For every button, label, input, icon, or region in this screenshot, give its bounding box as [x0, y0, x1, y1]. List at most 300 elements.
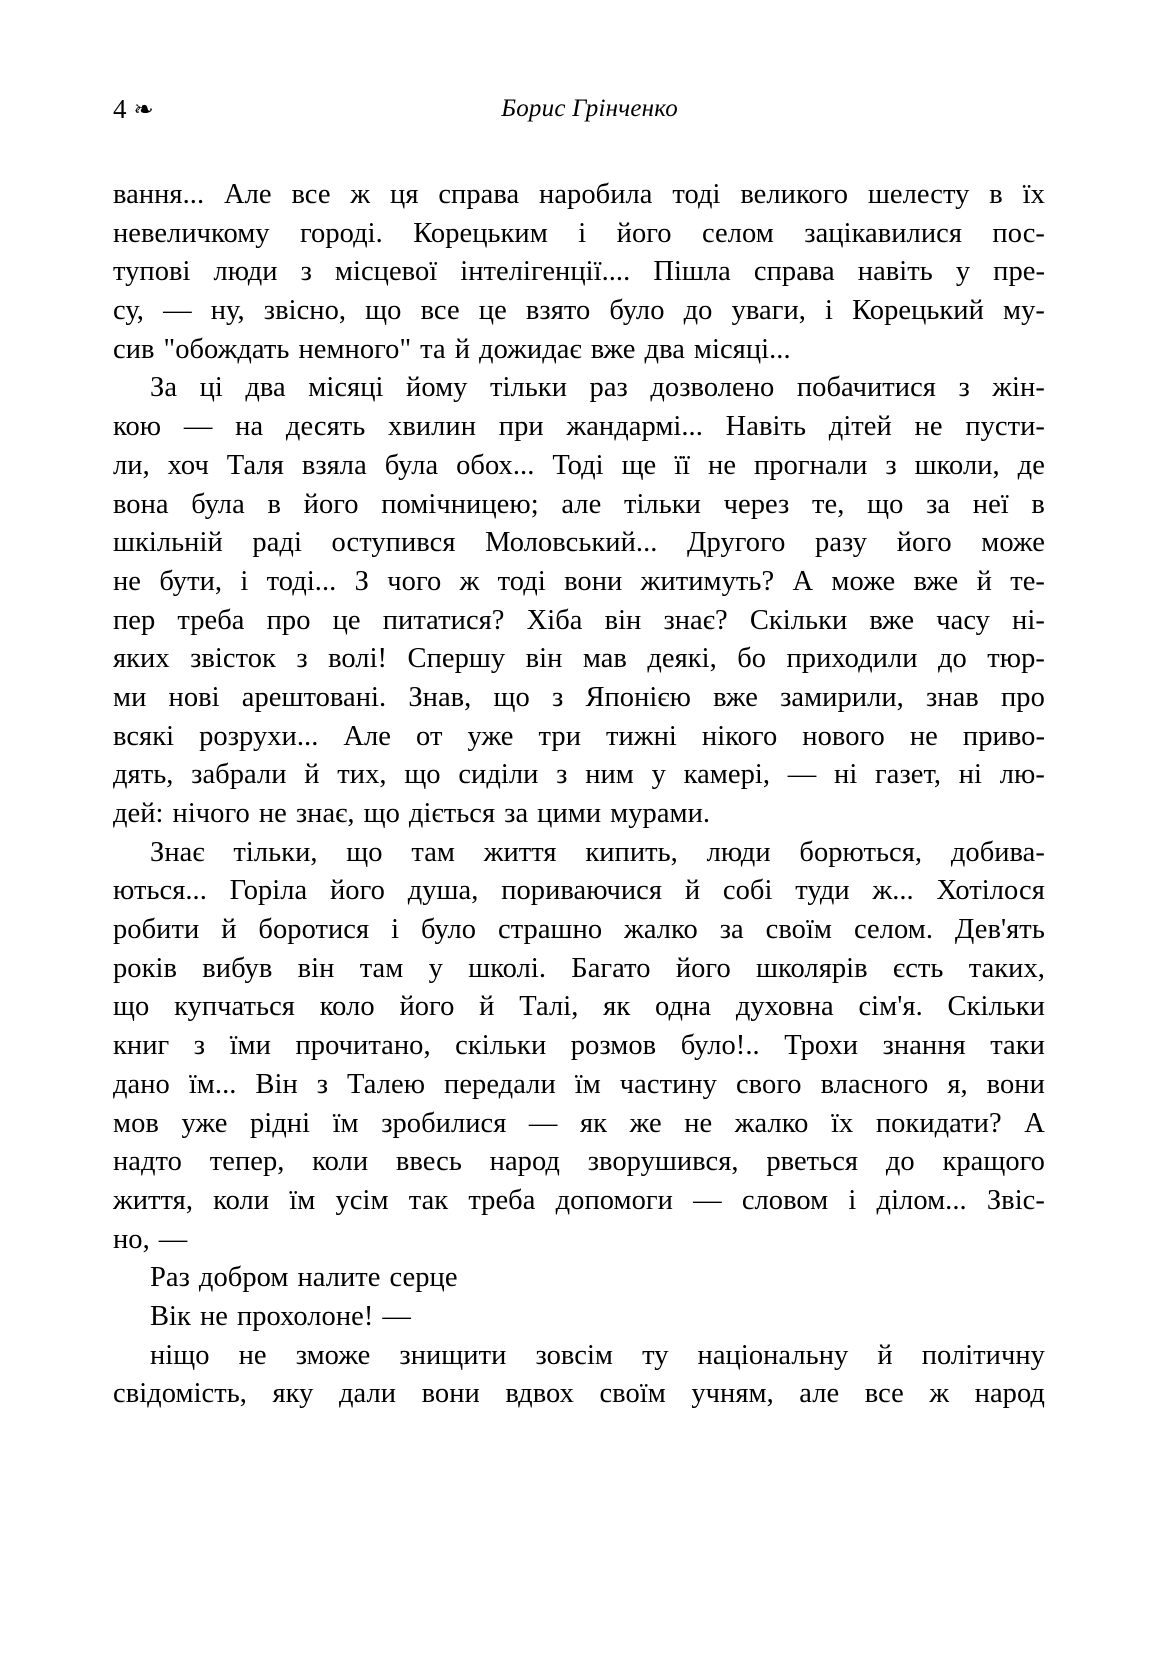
text-word: Трохи — [784, 1030, 859, 1062]
text-word: дозволено — [650, 372, 775, 404]
text-word: за — [719, 914, 744, 946]
text-word: дітей — [828, 411, 892, 443]
text-word: рідні — [249, 1107, 311, 1139]
text-word: прогнали — [753, 449, 868, 481]
text-word: скільки — [455, 1030, 547, 1062]
text-word: що — [365, 295, 402, 327]
text-line — [113, 486, 1045, 525]
body-text-block — [113, 176, 1045, 1414]
text-word: вже — [869, 604, 915, 636]
text-word: Але — [223, 179, 272, 210]
text-word: може — [831, 565, 896, 597]
text-word: місяці — [308, 372, 384, 404]
text-word: серце — [389, 1262, 458, 1294]
text-word: навіть — [857, 256, 933, 288]
text-line — [113, 950, 1045, 989]
text-word: ту — [642, 1339, 669, 1371]
text-line — [113, 176, 1045, 215]
text-word: з — [300, 256, 312, 288]
text-line — [113, 1259, 1045, 1298]
text-word: таки — [990, 1030, 1045, 1062]
text-word: дожидає — [479, 333, 582, 365]
text-word: там — [359, 952, 404, 984]
text-word: коли — [312, 1146, 369, 1178]
text-line — [113, 331, 1045, 370]
text-word: власного — [820, 1068, 929, 1100]
text-word: їх — [831, 1107, 854, 1139]
text-word: справа — [438, 179, 520, 210]
text-word: ж — [459, 565, 480, 597]
text-word: тепер, — [209, 1146, 285, 1178]
text-word: тупові — [113, 256, 191, 288]
text-word: про — [266, 604, 311, 636]
text-word: до — [937, 643, 967, 675]
text-word: за — [504, 798, 529, 829]
text-word: з — [958, 372, 970, 404]
text-word: зацікавилися — [804, 217, 962, 249]
text-word: замирили, — [780, 681, 904, 713]
text-word: Багато — [571, 952, 651, 984]
text-word: тільки — [490, 372, 567, 404]
text-word: їм — [574, 1068, 601, 1100]
text-word: в — [989, 179, 1003, 210]
text-word: його — [330, 875, 385, 907]
text-word: не — [708, 449, 737, 481]
text-word: ми — [113, 681, 147, 713]
text-word: те- — [1010, 565, 1045, 597]
text-line — [113, 447, 1045, 486]
text-word: все — [291, 179, 331, 210]
text-line — [113, 524, 1045, 563]
text-line — [113, 911, 1045, 950]
text-line — [113, 1066, 1045, 1105]
text-word: вання... — [113, 179, 205, 210]
text-word: А — [1024, 1107, 1045, 1139]
text-word: й — [479, 991, 495, 1023]
text-word: от — [416, 720, 443, 752]
text-word: йому — [406, 372, 468, 404]
text-word: побачитися — [796, 372, 936, 404]
text-word: словом — [741, 1184, 829, 1216]
text-line — [113, 563, 1045, 602]
text-word: допомоги — [555, 1184, 673, 1216]
text-word: боротися — [258, 914, 370, 946]
text-word: всякі — [113, 720, 175, 752]
text-word: передали — [444, 1068, 556, 1100]
text-word: їм — [332, 1107, 359, 1139]
text-word: до — [885, 1146, 915, 1178]
text-word: — — [528, 1107, 558, 1139]
text-word: єсть — [892, 952, 944, 984]
text-word: й — [454, 333, 471, 365]
text-word: ці — [199, 372, 223, 404]
text-word: знання — [882, 1030, 966, 1062]
text-word: не — [909, 720, 938, 752]
text-word: коло — [319, 991, 375, 1023]
text-word: вибув — [202, 952, 273, 984]
text-word: яку — [272, 1378, 314, 1410]
text-word: пусти- — [965, 411, 1045, 443]
text-word: життя — [483, 836, 557, 868]
text-word: собі — [722, 875, 773, 907]
text-word: За — [150, 372, 178, 404]
text-word: — — [693, 1184, 722, 1216]
text-word: наробила — [539, 179, 653, 210]
text-word: ні — [958, 759, 983, 791]
text-word: усім — [335, 1184, 389, 1216]
text-word: прочитано, — [295, 1030, 431, 1062]
text-word: волі! — [328, 643, 388, 675]
text-word: і — [848, 1184, 857, 1216]
text-word: кипить, — [585, 836, 678, 868]
text-word: десять — [285, 411, 366, 443]
text-word: духовна — [735, 991, 834, 1023]
text-word: свого — [735, 1068, 802, 1100]
text-word: у — [428, 952, 443, 984]
text-word: покидати? — [875, 1107, 1002, 1139]
text-word: я, — [947, 1068, 968, 1100]
text-word: тих, — [337, 759, 387, 791]
text-word: селом. — [853, 914, 933, 946]
text-line — [113, 1027, 1045, 1066]
page-number: 4 — [113, 94, 127, 124]
text-word: місяці... — [693, 333, 791, 365]
text-word: нікого — [701, 720, 778, 752]
text-word: Пішла — [653, 256, 731, 288]
text-word: знає? — [663, 604, 728, 636]
text-word: треба — [468, 1184, 536, 1216]
text-word: лю- — [999, 759, 1045, 791]
text-word: з — [316, 1068, 329, 1100]
text-word: арештовані. — [241, 681, 387, 713]
text-word: ніщо — [150, 1339, 210, 1371]
text-word: цими — [537, 798, 602, 829]
text-word: учням, — [691, 1378, 774, 1410]
text-word: їм — [289, 1184, 316, 1216]
text-word: взяла — [301, 449, 367, 481]
text-word: й — [304, 759, 320, 791]
text-word: національну — [697, 1339, 849, 1371]
text-word: що — [493, 681, 530, 713]
text-word: свідомість, — [113, 1378, 247, 1410]
text-word: Але — [343, 720, 392, 752]
text-word: з — [193, 1030, 206, 1062]
text-word: ні — [834, 759, 858, 791]
text-word: не — [113, 565, 142, 597]
text-word: що — [363, 798, 400, 829]
text-word: жалко — [624, 914, 698, 946]
text-word: Навіть — [725, 411, 807, 443]
text-word: — — [158, 1223, 188, 1255]
text-word: на — [235, 411, 264, 443]
text-word: но, — [113, 1223, 150, 1255]
text-word: політичну — [921, 1339, 1045, 1371]
text-line — [113, 795, 1045, 834]
text-word: ділом... — [876, 1184, 967, 1216]
text-word: два — [644, 333, 685, 365]
text-word: була — [384, 449, 439, 481]
text-word: Звіс- — [986, 1184, 1045, 1216]
text-line — [113, 215, 1045, 254]
text-word: З — [354, 565, 369, 597]
text-word: Корецький — [852, 295, 984, 327]
text-word: жін- — [992, 372, 1045, 404]
text-word: й — [684, 875, 701, 907]
text-word: добива- — [950, 836, 1045, 868]
text-word: жандармі... — [566, 411, 703, 443]
text-word: де — [1017, 449, 1045, 481]
text-word: часу — [936, 604, 990, 636]
text-word: налите — [297, 1262, 381, 1294]
text-word: тільки — [623, 488, 701, 520]
text-word: ж... — [872, 875, 914, 907]
text-word: Спершу — [407, 643, 506, 675]
text-word: справа — [753, 256, 835, 288]
text-word: нові — [168, 681, 220, 713]
text-word: взято — [525, 295, 591, 327]
text-word: своїм — [765, 914, 833, 946]
text-word: жалко — [734, 1107, 809, 1139]
text-word: — — [382, 1300, 411, 1332]
text-word: туди — [795, 875, 850, 907]
text-word: дали — [338, 1378, 397, 1410]
text-word: шелесту — [867, 179, 970, 210]
text-word: городі. — [300, 217, 383, 249]
text-word: надто — [113, 1146, 182, 1178]
text-word: А — [792, 565, 814, 597]
text-word: знав — [925, 681, 979, 713]
text-word: ще — [621, 449, 657, 481]
text-word: мав — [582, 643, 627, 675]
text-word: тижні — [606, 720, 677, 752]
text-line — [113, 1105, 1045, 1144]
text-word: пориваючися — [501, 875, 663, 907]
text-word: може — [981, 527, 1045, 559]
text-word: таких, — [968, 952, 1045, 984]
text-word: Хіба — [526, 604, 583, 636]
text-word: і — [391, 914, 400, 946]
text-word: ввесь — [395, 1146, 462, 1178]
text-word: мов — [113, 1107, 159, 1139]
text-word: "обождать — [163, 333, 290, 365]
text-word: разу — [815, 527, 868, 559]
text-word: звісток — [190, 643, 276, 675]
text-word: — — [163, 295, 192, 327]
text-word: про — [1000, 681, 1045, 713]
text-word: три — [538, 720, 582, 752]
text-word: те, — [812, 488, 845, 520]
text-word: тоді... — [266, 565, 337, 597]
text-word: приво- — [962, 720, 1045, 752]
text-word: була — [191, 488, 245, 520]
text-word: в — [267, 488, 281, 520]
text-word: люди — [706, 836, 771, 868]
text-word: і — [578, 217, 587, 249]
text-word: тюр- — [987, 643, 1045, 675]
text-word: своїм — [599, 1378, 666, 1410]
text-line — [113, 988, 1045, 1027]
text-word: Талі, — [519, 991, 579, 1023]
text-word: раз — [589, 372, 628, 404]
text-word: вона — [113, 488, 169, 520]
text-word: нового — [802, 720, 885, 752]
text-word: Моловський... — [485, 527, 658, 559]
text-word: Горіла — [229, 875, 308, 907]
text-word: сиділи — [458, 759, 539, 791]
text-word: вдвох — [505, 1378, 574, 1410]
text-word: тільки, — [233, 836, 318, 868]
text-word: Раз — [150, 1262, 190, 1294]
text-word: але — [561, 488, 602, 520]
text-word: вони — [421, 1378, 480, 1410]
text-word: місцевої — [334, 256, 438, 288]
text-word: Талею — [347, 1068, 426, 1100]
text-word: його — [675, 952, 731, 984]
text-word: його — [399, 991, 455, 1023]
text-word: з — [885, 449, 897, 481]
running-head — [113, 92, 1045, 126]
text-word: душа, — [407, 875, 479, 907]
text-word: дано — [113, 1068, 170, 1100]
text-line — [113, 1182, 1045, 1221]
text-word: й — [877, 1339, 893, 1371]
text-word: неї — [972, 488, 1009, 520]
text-word: помічницею; — [381, 488, 539, 520]
text-word: чого — [387, 565, 442, 597]
text-word: хвилин — [388, 411, 477, 443]
text-line — [113, 1375, 1045, 1414]
running-head-author: Борис Грінченко — [501, 95, 678, 122]
text-word: що — [404, 759, 441, 791]
text-word: й — [221, 914, 237, 946]
text-word: не — [199, 1300, 228, 1332]
fleuron-ornament: ❧ — [133, 97, 154, 122]
text-word: народ — [489, 1146, 560, 1178]
text-word: ються... — [113, 875, 207, 907]
text-word: його — [616, 217, 672, 249]
text-word: обох... — [456, 449, 535, 481]
text-word: з — [556, 759, 568, 791]
text-word: одна — [655, 991, 712, 1023]
text-word: питатися? — [382, 604, 505, 636]
text-word: інтелігенції.... — [460, 256, 631, 288]
text-line — [113, 640, 1045, 679]
text-word: він — [604, 604, 642, 636]
text-word: ж — [929, 1378, 950, 1410]
text-line — [113, 292, 1045, 331]
text-word: не — [238, 1339, 267, 1371]
text-word: в — [1031, 488, 1045, 520]
text-line — [113, 1337, 1045, 1376]
text-word: було — [420, 914, 477, 946]
text-word: тоді — [497, 565, 546, 597]
text-word: книг — [113, 1030, 170, 1062]
text-word: школи, — [914, 449, 1000, 481]
text-line — [113, 718, 1045, 757]
text-word: прохолоне! — [236, 1300, 374, 1332]
text-word: ли, — [113, 449, 150, 481]
text-word: робити — [113, 914, 200, 946]
text-word: у — [955, 256, 971, 288]
text-word: су, — [113, 295, 144, 327]
text-line — [113, 834, 1045, 873]
text-line — [113, 602, 1045, 641]
text-word: знищити — [399, 1339, 507, 1371]
text-word: і — [240, 565, 249, 597]
text-word: коли — [213, 1184, 270, 1216]
text-word: страшно — [498, 914, 603, 946]
text-word: приходили — [786, 643, 918, 675]
text-word: уже — [467, 720, 514, 752]
text-line — [113, 1221, 1045, 1260]
text-word: Хотілося — [936, 875, 1045, 907]
text-word: дять, — [113, 759, 174, 791]
text-word: діється — [408, 798, 496, 829]
text-word: бо — [737, 643, 767, 675]
text-word: школі. — [468, 952, 547, 984]
text-word: за — [926, 488, 951, 520]
text-word: Корецьким — [413, 217, 548, 249]
text-word: було!.. — [680, 1030, 760, 1062]
text-word: — — [787, 759, 817, 791]
text-word: рветься — [766, 1146, 859, 1178]
text-word: сім'я. — [858, 991, 923, 1023]
text-word: селом — [702, 217, 774, 249]
text-word: оступився — [331, 527, 456, 559]
text-line — [113, 408, 1045, 447]
text-word: так — [408, 1184, 449, 1216]
text-word: зможе — [295, 1339, 371, 1371]
text-word: Скільки — [947, 991, 1045, 1023]
text-word: пос- — [992, 217, 1045, 249]
text-word: зовсім — [535, 1339, 614, 1371]
text-word: школярів — [756, 952, 868, 984]
folio — [113, 92, 153, 128]
text-word: він — [525, 643, 563, 675]
text-word: все — [864, 1378, 904, 1410]
text-line — [113, 253, 1045, 292]
text-word: та — [420, 333, 446, 365]
text-word: його — [303, 488, 359, 520]
text-word: це — [332, 604, 361, 636]
text-word: Скільки — [749, 604, 848, 636]
text-word: сив — [113, 333, 155, 365]
text-word: газет, — [875, 759, 942, 791]
text-word: мурами. — [610, 798, 711, 829]
text-line — [113, 756, 1045, 795]
text-word: у — [651, 759, 666, 791]
text-word: і — [825, 295, 834, 327]
text-word: її — [674, 449, 691, 481]
text-word: бути, — [159, 565, 223, 597]
text-word: Таля — [226, 449, 284, 481]
text-word: при — [498, 411, 544, 443]
text-word: невеличкому — [113, 217, 270, 249]
text-word: — — [183, 411, 213, 443]
text-word: ж — [350, 179, 371, 210]
text-word: ця — [390, 179, 419, 210]
text-word: як — [580, 1107, 608, 1139]
text-word: все — [420, 295, 460, 327]
text-word: вони — [564, 565, 623, 597]
text-word: шкільній — [113, 527, 223, 559]
text-word: купчаться — [174, 991, 295, 1023]
text-word: через — [723, 488, 790, 520]
text-word: розмов — [570, 1030, 657, 1062]
text-word: їми — [229, 1030, 271, 1062]
text-word: зробилися — [381, 1107, 507, 1139]
text-word: ну, — [210, 295, 245, 327]
